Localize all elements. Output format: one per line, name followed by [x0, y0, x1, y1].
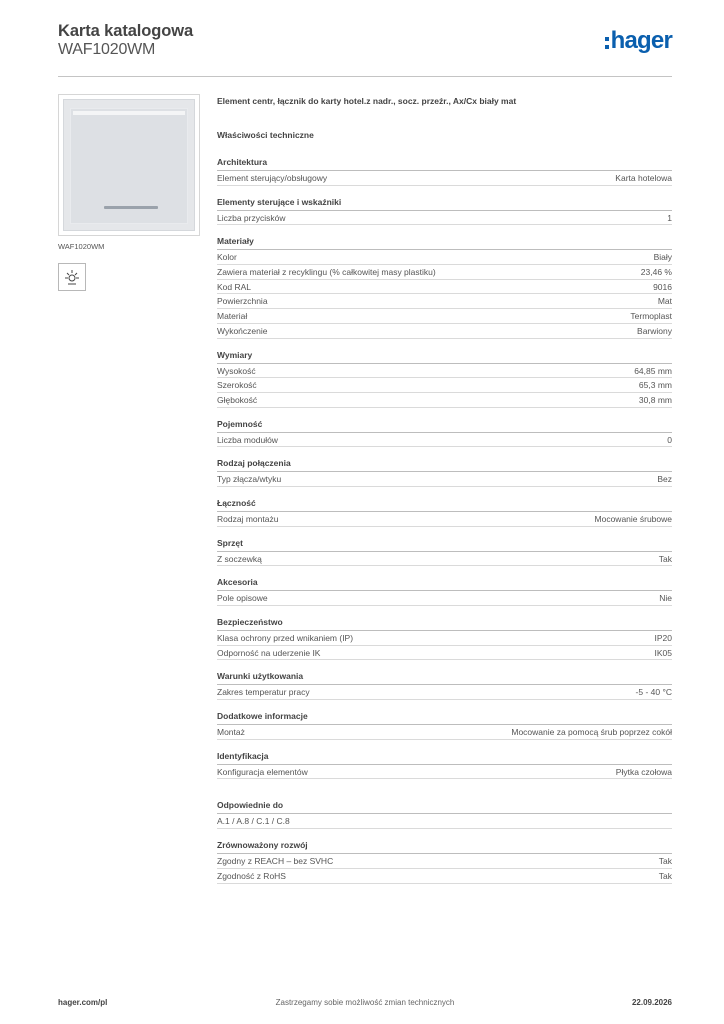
spec-value: Karta hotelowa	[615, 173, 672, 183]
spec-label: Liczba modułów	[217, 434, 278, 445]
spec-section	[217, 710, 672, 740]
spec-section	[217, 418, 672, 448]
spec-section	[217, 799, 672, 829]
spec-value: IP20	[654, 633, 672, 643]
spec-section	[217, 839, 672, 883]
spec-label: Odporność na uderzenie IK	[217, 647, 321, 658]
light-bulb-icon	[58, 263, 86, 291]
section-title: Bezpieczeństwo	[217, 616, 672, 631]
section-title: Dodatkowe informacje	[217, 710, 672, 725]
spec-row	[217, 250, 672, 265]
spec-row	[217, 393, 672, 408]
spec-value: Bez	[657, 474, 672, 485]
logo-dots-icon	[605, 33, 610, 50]
footer-notice: Zastrzegamy sobie możliwość zmian technicznych	[275, 998, 455, 1007]
spec-row	[217, 685, 672, 700]
specification-column	[217, 96, 672, 884]
spec-label: Materiał	[217, 311, 248, 322]
spec-row	[217, 814, 672, 829]
spec-label: Montaż	[217, 727, 245, 738]
section-title: Odpowiednie do	[217, 799, 672, 814]
footer-website: hager.com/pl	[58, 998, 108, 1007]
section-title: Elementy sterujące i wskaźniki	[217, 196, 672, 211]
spec-section	[217, 156, 672, 186]
card-slot-indicator	[104, 206, 158, 209]
spec-sections	[217, 156, 672, 884]
document-title: Karta katalogowa	[58, 22, 194, 40]
spec-section	[217, 196, 672, 226]
spec-section	[217, 576, 672, 606]
spec-label: Wysokość	[217, 365, 256, 376]
spec-label: Wykończenie	[217, 325, 268, 336]
spec-value: 0	[667, 434, 672, 445]
product-visual-column	[58, 94, 204, 291]
spec-label: Konfiguracja elementów	[217, 766, 308, 777]
spec-row	[217, 552, 672, 567]
technical-properties-heading: Właściwości techniczne	[217, 130, 314, 140]
spec-label: Kolor	[217, 252, 237, 263]
spec-row	[217, 265, 672, 280]
spec-label: Szerokość	[217, 380, 257, 391]
section-title: Wymiary	[217, 349, 672, 364]
spec-row	[217, 280, 672, 295]
product-description: Element centr, łącznik do karty hotel.z nadr., socz. przeźr., Ax/Cx biały mat	[217, 96, 517, 106]
spec-label: Klasa ochrony przed wnikaniem (IP)	[217, 633, 354, 643]
section-title: Architektura	[217, 156, 672, 171]
spec-value: 23,46 %	[640, 267, 672, 278]
spec-label: Zgodny z REACH – bez SVHC	[217, 856, 334, 867]
spec-label: Element sterujący/obsługowy	[217, 173, 328, 183]
spec-section	[217, 349, 672, 408]
spec-label: Zgodność z RoHS	[217, 870, 286, 881]
spec-label: Z soczewką	[217, 553, 262, 564]
spec-value: 1	[667, 212, 672, 223]
spec-label: Zakres temperatur pracy	[217, 687, 310, 698]
spec-value: Płytka czołowa	[615, 766, 672, 777]
section-title: Identyfikacja	[217, 750, 672, 765]
spec-section	[217, 670, 672, 700]
spec-row	[217, 294, 672, 309]
product-code: WAF1020WM	[58, 41, 156, 58]
image-caption: WAF1020WM	[58, 242, 105, 251]
section-title: Pojemność	[217, 418, 672, 433]
spec-value: Barwiony	[637, 325, 672, 336]
section-title: Akcesoria	[217, 576, 672, 591]
spec-label: Głębokość	[217, 394, 258, 405]
spec-row	[217, 472, 672, 487]
spec-value: Tak	[658, 856, 672, 867]
hager-logo	[605, 28, 672, 54]
section-title: Sprzęt	[217, 537, 672, 552]
spec-value: IK05	[654, 647, 672, 658]
spec-row	[217, 646, 672, 661]
spec-value: Nie	[659, 593, 672, 604]
spec-row	[217, 211, 672, 226]
footer-date: 22.09.2026	[631, 998, 672, 1007]
spec-value: Tak	[658, 870, 672, 881]
spec-row	[217, 309, 672, 324]
spec-label: Rodzaj montażu	[217, 513, 279, 524]
spec-section	[217, 457, 672, 487]
header-divider	[58, 76, 672, 77]
spec-label: Typ złącza/wtyku	[217, 474, 282, 485]
product-image	[58, 94, 200, 236]
section-title: Zrównoważony rozwój	[217, 839, 672, 854]
spec-row	[217, 591, 672, 606]
spec-label: Liczba przycisków	[217, 212, 286, 223]
spec-label: Powierzchnia	[217, 296, 268, 307]
card-slot-top	[73, 111, 185, 115]
spec-section	[217, 616, 672, 660]
spec-value: Biały	[653, 252, 672, 263]
spec-value: 9016	[653, 281, 672, 292]
spec-row	[217, 725, 672, 740]
logo-text: hager	[610, 27, 672, 54]
section-title: Łączność	[217, 497, 672, 512]
spec-row	[217, 171, 672, 186]
spec-row	[217, 869, 672, 884]
spec-label: Pole opisowe	[217, 593, 268, 604]
page-header	[58, 22, 672, 62]
spec-row	[217, 765, 672, 780]
section-title: Materiały	[217, 235, 672, 250]
spec-label: Kod RAL	[217, 281, 252, 292]
spec-value: 64,85 mm	[634, 365, 672, 376]
spec-label: Zawiera materiał z recyklingu (% całkowitej masy plastiku)	[217, 267, 436, 278]
spec-section	[217, 497, 672, 527]
spec-value: Termoplast	[630, 311, 672, 322]
spec-section	[217, 537, 672, 567]
section-title: Rodzaj połączenia	[217, 457, 672, 472]
spec-section	[217, 750, 672, 780]
switch-plate	[63, 99, 195, 231]
spec-row	[217, 512, 672, 527]
spec-row	[217, 433, 672, 448]
spec-section	[217, 235, 672, 338]
section-title: Warunki użytkowania	[217, 670, 672, 685]
spec-value: Tak	[658, 553, 672, 564]
spec-row	[217, 378, 672, 393]
spec-row	[217, 324, 672, 339]
spec-value: 65,3 mm	[638, 380, 672, 391]
spec-label: A.1 / A.8 / C.1 / C.8	[217, 816, 290, 827]
spec-value: 30,8 mm	[638, 394, 672, 405]
spec-value: Mat	[657, 296, 672, 307]
spec-value: Mocowanie śrubowe	[594, 513, 672, 524]
spec-row	[217, 854, 672, 869]
spec-value: Mocowanie za pomocą śrub poprzez cokół	[511, 727, 672, 738]
spec-value: -5 - 40 °C	[635, 687, 672, 698]
spec-row	[217, 364, 672, 379]
spec-row	[217, 631, 672, 646]
